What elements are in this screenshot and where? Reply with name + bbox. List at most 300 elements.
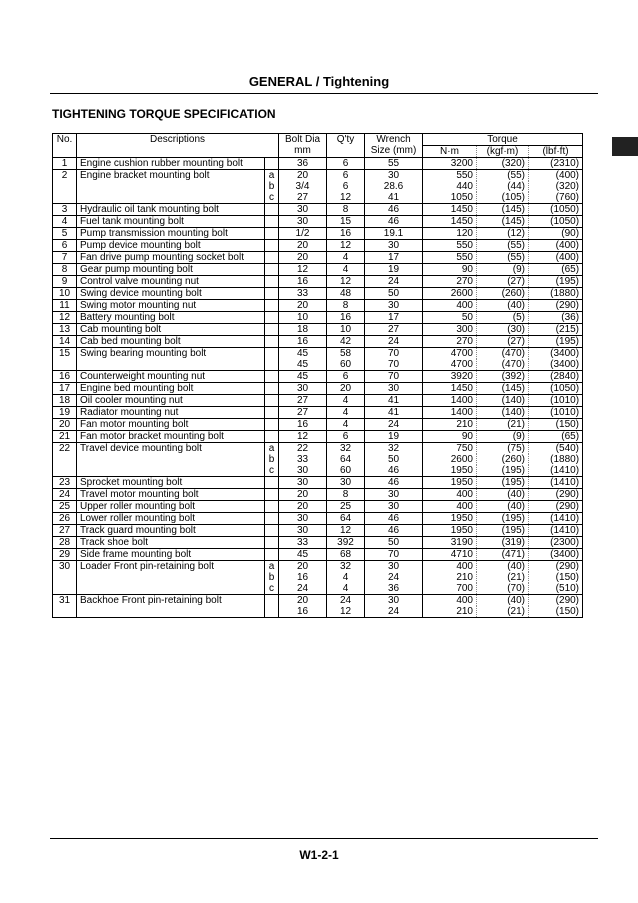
row-sub-id xyxy=(265,276,279,288)
row-no: 16 xyxy=(53,371,77,383)
table-row xyxy=(53,454,583,465)
row-sub-id: c xyxy=(265,192,279,204)
row-description xyxy=(77,465,265,477)
row-torque-kgf: (70) xyxy=(477,583,529,595)
row-description: Counterweight mounting nut xyxy=(77,371,265,383)
row-bolt-dia: 20 xyxy=(279,489,327,501)
row-no: 14 xyxy=(53,336,77,348)
row-qty: 8 xyxy=(327,300,365,312)
row-qty: 6 xyxy=(327,431,365,443)
row-wrench-size: 30 xyxy=(365,595,423,607)
row-torque-lbf: (2840) xyxy=(529,371,583,383)
row-torque-kgf: (195) xyxy=(477,465,529,477)
row-torque-nm: 3200 xyxy=(423,158,477,170)
row-bolt-dia: 16 xyxy=(279,336,327,348)
row-bolt-dia: 20 xyxy=(279,300,327,312)
row-wrench-size: 28.6 xyxy=(365,181,423,192)
row-torque-lbf: (540) xyxy=(529,443,583,455)
row-description: Travel motor mounting bolt xyxy=(77,489,265,501)
table-row xyxy=(53,383,583,395)
row-bolt-dia: 33 xyxy=(279,288,327,300)
row-bolt-dia: 45 xyxy=(279,359,327,371)
row-sub-id: a xyxy=(265,443,279,455)
table-row xyxy=(53,489,583,501)
row-description: Travel device mounting bolt xyxy=(77,443,265,455)
table-row xyxy=(53,158,583,170)
row-qty: 4 xyxy=(327,419,365,431)
table-row xyxy=(53,359,583,371)
row-torque-lbf: (1410) xyxy=(529,465,583,477)
row-torque-kgf: (319) xyxy=(477,537,529,549)
table-row xyxy=(53,312,583,324)
row-qty: 4 xyxy=(327,583,365,595)
row-bolt-dia: 45 xyxy=(279,549,327,561)
row-torque-lbf: (290) xyxy=(529,595,583,607)
row-torque-nm: 2600 xyxy=(423,288,477,300)
row-wrench-size: 41 xyxy=(365,192,423,204)
row-torque-nm: 4700 xyxy=(450,359,473,370)
row-no xyxy=(53,454,77,465)
row-sub-id xyxy=(265,606,279,618)
row-sub-id xyxy=(265,300,279,312)
row-no: 26 xyxy=(53,513,77,525)
row-bolt-dia: 24 xyxy=(279,583,327,595)
row-torque-kgf: (27) xyxy=(477,336,529,348)
table-row xyxy=(53,477,583,489)
row-description xyxy=(77,572,265,583)
row-sub-id xyxy=(265,348,279,360)
row-qty: 12 xyxy=(327,240,365,252)
row-description: Lower roller mounting bolt xyxy=(77,513,265,525)
row-wrench-size: 24 xyxy=(365,336,423,348)
header-nm: N·m xyxy=(423,146,477,158)
row-torque-nm: 4700 xyxy=(423,348,477,360)
table-row xyxy=(53,240,583,252)
row-wrench-size: 50 xyxy=(365,454,423,465)
row-sub-id: c xyxy=(265,583,279,595)
row-torque-kgf: (40) xyxy=(477,300,529,312)
row-description: Fan drive pump mounting socket bolt xyxy=(77,252,265,264)
row-no xyxy=(53,181,77,192)
row-torque-kgf: (21) xyxy=(477,419,529,431)
row-bolt-dia: 45 xyxy=(279,371,327,383)
row-torque-nm: 440 xyxy=(456,181,473,192)
row-qty: 8 xyxy=(327,489,365,501)
row-bolt-dia: 30 xyxy=(279,383,327,395)
row-sub-id xyxy=(265,158,279,170)
row-torque-lbf: (3400) xyxy=(529,348,583,360)
row-torque-nm: 210 xyxy=(423,606,477,618)
table-row xyxy=(53,264,583,276)
row-bolt-dia: 30 xyxy=(279,216,327,228)
header-qty: Q'ty xyxy=(327,134,365,158)
table-header-row xyxy=(53,134,583,146)
row-torque-nm: 270 xyxy=(423,276,477,288)
row-qty: 12 xyxy=(327,606,365,618)
row-no: 17 xyxy=(53,383,77,395)
row-sub-id xyxy=(265,204,279,216)
row-torque-nm: 210 xyxy=(423,419,477,431)
row-no: 7 xyxy=(53,252,77,264)
row-sub-id xyxy=(265,359,279,371)
header-bolt-dia xyxy=(279,134,327,158)
row-description: Fan motor mounting bolt xyxy=(77,419,265,431)
row-sub-id xyxy=(265,407,279,419)
row-qty: 25 xyxy=(327,501,365,513)
row-torque-kgf: (140) xyxy=(477,395,529,407)
row-torque-lbf: (150) xyxy=(529,419,583,431)
row-torque-kgf: (21) xyxy=(477,572,529,583)
row-qty: 64 xyxy=(327,454,365,465)
row-qty: 64 xyxy=(327,513,365,525)
row-sub-id xyxy=(265,312,279,324)
row-torque-lbf: (290) xyxy=(529,300,583,312)
row-torque-lbf: (1880) xyxy=(529,288,583,300)
row-torque-lbf: (1410) xyxy=(529,525,583,537)
row-description: Fan motor bracket mounting bolt xyxy=(77,431,265,443)
row-bolt-dia: 3/4 xyxy=(279,181,327,192)
row-torque-kgf: (195) xyxy=(477,477,529,489)
row-sub-id xyxy=(265,431,279,443)
row-no: 30 xyxy=(53,561,77,573)
row-description: Track shoe bolt xyxy=(77,537,265,549)
row-wrench-size: 70 xyxy=(365,371,423,383)
row-qty: 58 xyxy=(327,348,365,360)
row-no: 25 xyxy=(53,501,77,513)
row-sub-id xyxy=(265,419,279,431)
row-sub-id: b xyxy=(265,181,279,192)
row-qty: 392 xyxy=(327,537,365,549)
row-torque-kgf: (9) xyxy=(477,431,529,443)
row-no xyxy=(53,606,77,618)
row-torque-nm: 1400 xyxy=(423,407,477,419)
row-torque-lbf: (1010) xyxy=(529,395,583,407)
row-description: Engine bracket mounting bolt xyxy=(77,170,265,182)
row-sub-id xyxy=(265,288,279,300)
row-description: Oil cooler mounting nut xyxy=(77,395,265,407)
row-bolt-dia: 27 xyxy=(279,192,327,204)
row-wrench-size: 24 xyxy=(365,419,423,431)
row-sub-id xyxy=(265,383,279,395)
row-bolt-dia: 16 xyxy=(279,419,327,431)
row-qty: 16 xyxy=(327,228,365,240)
row-bolt-dia: 45 xyxy=(279,348,327,360)
row-qty: 12 xyxy=(327,525,365,537)
row-no xyxy=(53,192,77,204)
row-torque-nm: 3920 xyxy=(423,371,477,383)
row-qty: 12 xyxy=(327,276,365,288)
table-row xyxy=(53,537,583,549)
row-no xyxy=(53,465,77,477)
row-torque-kgf: (40) xyxy=(477,501,529,513)
row-qty: 30 xyxy=(327,477,365,489)
table-row xyxy=(53,443,583,455)
row-wrench-size: 46 xyxy=(365,216,423,228)
row-qty: 4 xyxy=(327,572,365,583)
row-torque-lbf: (215) xyxy=(529,324,583,336)
row-description xyxy=(77,606,265,618)
row-torque-nm: 700 xyxy=(456,583,473,594)
row-wrench-size: 30 xyxy=(365,561,423,573)
row-wrench-size: 30 xyxy=(365,489,423,501)
row-sub-id xyxy=(265,252,279,264)
row-description: Track guard mounting bolt xyxy=(77,525,265,537)
row-wrench-size: 46 xyxy=(365,525,423,537)
row-bolt-dia: 36 xyxy=(279,158,327,170)
row-no: 3 xyxy=(53,204,77,216)
row-description: Engine bed mounting bolt xyxy=(77,383,265,395)
row-bolt-dia: 27 xyxy=(279,407,327,419)
row-bolt-dia: 12 xyxy=(279,264,327,276)
row-qty: 6 xyxy=(327,371,365,383)
row-description xyxy=(77,181,265,192)
row-description: Swing device mounting bolt xyxy=(77,288,265,300)
row-no: 5 xyxy=(53,228,77,240)
row-description xyxy=(77,583,265,595)
row-torque-lbf: (150) xyxy=(529,572,583,583)
header-wrench-label: Wrench xyxy=(376,134,411,145)
row-qty: 68 xyxy=(327,549,365,561)
row-no: 9 xyxy=(53,276,77,288)
row-bolt-dia: 20 xyxy=(279,240,327,252)
row-qty: 6 xyxy=(327,158,365,170)
row-torque-kgf: (105) xyxy=(477,192,529,204)
row-torque-nm: 90 xyxy=(423,431,477,443)
row-torque-nm: 1050 xyxy=(450,192,473,203)
row-torque-nm: 300 xyxy=(423,324,477,336)
row-description: Cab mounting bolt xyxy=(77,324,265,336)
row-torque-nm: 400 xyxy=(423,489,477,501)
row-torque-kgf: (145) xyxy=(477,383,529,395)
row-torque-lbf: (290) xyxy=(529,561,583,573)
row-no: 21 xyxy=(53,431,77,443)
row-bolt-dia: 20 xyxy=(279,252,327,264)
row-wrench-size: 24 xyxy=(365,572,423,583)
row-description: Sprocket mounting bolt xyxy=(77,477,265,489)
row-description: Fuel tank mounting bolt xyxy=(77,216,265,228)
row-bolt-dia: 22 xyxy=(279,443,327,455)
row-wrench-size: 41 xyxy=(365,407,423,419)
row-torque-nm: 120 xyxy=(423,228,477,240)
row-sub-id xyxy=(265,477,279,489)
row-description: Pump device mounting bolt xyxy=(77,240,265,252)
row-torque-nm: 400 xyxy=(423,561,477,573)
row-bolt-dia: 1/2 xyxy=(279,228,327,240)
row-bolt-dia: 30 xyxy=(279,525,327,537)
row-wrench-size: 19 xyxy=(365,431,423,443)
header-bolt-dia-label: Bolt Dia xyxy=(284,134,320,145)
row-no: 8 xyxy=(53,264,77,276)
row-no: 4 xyxy=(53,216,77,228)
row-no: 6 xyxy=(53,240,77,252)
row-qty: 6 xyxy=(327,170,365,182)
row-bolt-dia: 33 xyxy=(279,454,327,465)
row-torque-nm: 400 xyxy=(423,300,477,312)
row-torque-nm: 4710 xyxy=(423,549,477,561)
row-sub-id xyxy=(265,537,279,549)
row-torque-lbf: (320) xyxy=(529,181,583,192)
row-description xyxy=(77,192,265,204)
table-row xyxy=(53,300,583,312)
table-row xyxy=(53,606,583,618)
table-row xyxy=(53,336,583,348)
row-torque-kgf: (40) xyxy=(477,561,529,573)
row-qty: 8 xyxy=(327,204,365,216)
header-divider xyxy=(50,93,598,94)
table-row xyxy=(53,419,583,431)
table-row xyxy=(53,572,583,583)
row-description: Cab bed mounting bolt xyxy=(77,336,265,348)
row-qty: 6 xyxy=(327,181,365,192)
table-row xyxy=(53,288,583,300)
row-wrench-size: 46 xyxy=(365,513,423,525)
row-wrench-size: 30 xyxy=(365,170,423,182)
row-description: Engine cushion rubber mounting bolt xyxy=(77,158,265,170)
row-torque-kgf: (260) xyxy=(477,288,529,300)
row-no: 13 xyxy=(53,324,77,336)
row-bolt-dia: 16 xyxy=(279,572,327,583)
row-wrench-size: 70 xyxy=(365,359,423,371)
row-torque-lbf: (400) xyxy=(529,170,583,182)
row-description: Radiator mounting nut xyxy=(77,407,265,419)
row-bolt-dia: 33 xyxy=(279,537,327,549)
row-no: 29 xyxy=(53,549,77,561)
row-no: 23 xyxy=(53,477,77,489)
row-wrench-size: 46 xyxy=(365,204,423,216)
row-no xyxy=(53,359,77,371)
row-qty: 4 xyxy=(327,252,365,264)
row-torque-nm: 210 xyxy=(456,572,473,583)
row-torque-lbf: (90) xyxy=(529,228,583,240)
row-torque-kgf: (75) xyxy=(477,443,529,455)
row-wrench-size: 19 xyxy=(365,264,423,276)
row-qty: 42 xyxy=(327,336,365,348)
row-no: 2 xyxy=(53,170,77,182)
row-torque-kgf: (260) xyxy=(477,454,529,465)
footer-divider xyxy=(50,838,598,839)
row-torque-lbf: (2310) xyxy=(529,158,583,170)
table-row xyxy=(53,407,583,419)
row-torque-kgf: (9) xyxy=(477,264,529,276)
row-sub-id xyxy=(265,228,279,240)
row-bolt-dia: 10 xyxy=(279,312,327,324)
row-bolt-dia: 20 xyxy=(279,170,327,182)
row-no: 18 xyxy=(53,395,77,407)
row-torque-nm: 1950 xyxy=(450,465,473,476)
table-row xyxy=(53,595,583,607)
row-wrench-size: 70 xyxy=(365,549,423,561)
row-torque-lbf: (1050) xyxy=(529,204,583,216)
row-torque-lbf: (1410) xyxy=(529,477,583,489)
row-torque-lbf: (36) xyxy=(529,312,583,324)
row-qty: 20 xyxy=(327,383,365,395)
table-row xyxy=(53,465,583,477)
row-torque-kgf: (320) xyxy=(477,158,529,170)
row-torque-lbf: (1050) xyxy=(529,216,583,228)
row-sub-id xyxy=(265,549,279,561)
row-wrench-size: 41 xyxy=(365,395,423,407)
row-sub-id xyxy=(265,264,279,276)
row-wrench-size: 36 xyxy=(365,583,423,595)
row-torque-nm: 550 xyxy=(423,252,477,264)
row-wrench-size: 30 xyxy=(365,501,423,513)
section-title: TIGHTENING TORQUE SPECIFICATION xyxy=(52,107,276,121)
row-torque-lbf: (1880) xyxy=(529,454,583,465)
row-wrench-size: 17 xyxy=(365,312,423,324)
header-descriptions: Descriptions xyxy=(77,134,279,158)
header-torque: Torque xyxy=(423,134,583,146)
section-tab-marker xyxy=(612,137,638,156)
row-torque-kgf: (470) xyxy=(477,348,529,360)
row-bolt-dia: 18 xyxy=(279,324,327,336)
table-row xyxy=(53,561,583,573)
row-sub-id xyxy=(265,489,279,501)
row-description: Hydraulic oil tank mounting bolt xyxy=(77,204,265,216)
table-row xyxy=(53,348,583,360)
row-wrench-size: 50 xyxy=(365,288,423,300)
row-torque-kgf: (195) xyxy=(477,525,529,537)
row-torque-kgf: (40) xyxy=(477,489,529,501)
row-no: 27 xyxy=(53,525,77,537)
row-torque-lbf: (400) xyxy=(529,252,583,264)
row-torque-nm: 50 xyxy=(423,312,477,324)
row-sub-id xyxy=(265,395,279,407)
row-torque-kgf: (140) xyxy=(477,407,529,419)
row-qty: 60 xyxy=(327,465,365,477)
row-qty: 32 xyxy=(327,443,365,455)
row-sub-id: a xyxy=(265,170,279,182)
row-torque-nm: 2600 xyxy=(450,454,473,465)
table-row xyxy=(53,549,583,561)
row-bolt-dia: 20 xyxy=(279,501,327,513)
table-row xyxy=(53,371,583,383)
row-torque-lbf: (65) xyxy=(529,431,583,443)
row-sub-id: b xyxy=(265,572,279,583)
row-qty: 60 xyxy=(327,359,365,371)
row-torque-kgf: (27) xyxy=(477,276,529,288)
row-no xyxy=(53,583,77,595)
row-torque-nm: 1400 xyxy=(423,395,477,407)
row-torque-lbf: (150) xyxy=(529,606,583,618)
row-torque-nm: 400 xyxy=(423,501,477,513)
row-wrench-size: 17 xyxy=(365,252,423,264)
table-row xyxy=(53,501,583,513)
row-torque-lbf: (400) xyxy=(529,240,583,252)
row-torque-kgf: (44) xyxy=(477,181,529,192)
row-sub-id: b xyxy=(265,454,279,465)
row-sub-id: a xyxy=(265,561,279,573)
row-wrench-size: 46 xyxy=(365,477,423,489)
row-description: Pump transmission mounting bolt xyxy=(77,228,265,240)
row-qty: 4 xyxy=(327,264,365,276)
row-wrench-size: 27 xyxy=(365,324,423,336)
row-torque-nm: 270 xyxy=(423,336,477,348)
row-bolt-dia: 27 xyxy=(279,395,327,407)
table-row xyxy=(53,192,583,204)
row-torque-lbf: (195) xyxy=(529,336,583,348)
row-no: 20 xyxy=(53,419,77,431)
row-no: 24 xyxy=(53,489,77,501)
row-torque-kgf: (12) xyxy=(477,228,529,240)
row-torque-nm: 3190 xyxy=(423,537,477,549)
row-qty: 10 xyxy=(327,324,365,336)
row-qty: 24 xyxy=(327,595,365,607)
table-row xyxy=(53,204,583,216)
row-torque-nm: 1950 xyxy=(423,525,477,537)
row-bolt-dia: 30 xyxy=(279,204,327,216)
table-row xyxy=(53,181,583,192)
row-wrench-size: 55 xyxy=(365,158,423,170)
